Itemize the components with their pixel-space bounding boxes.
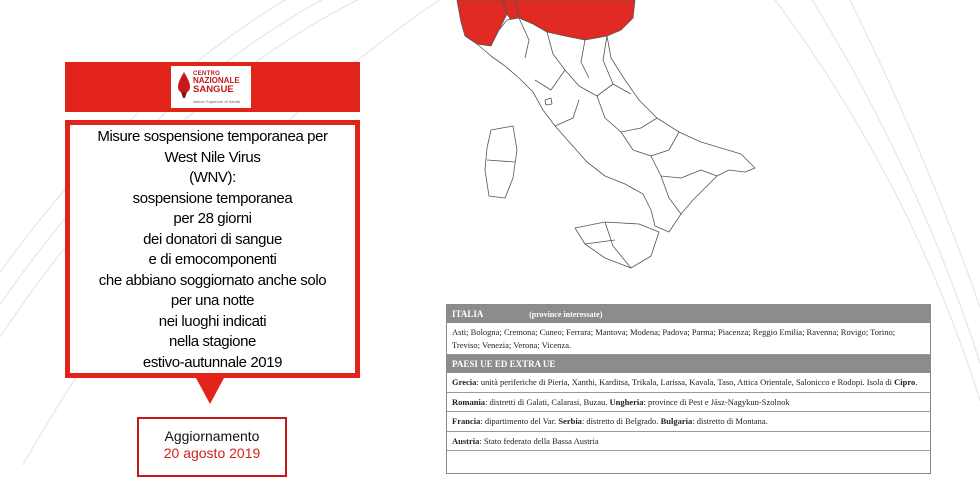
measure-line: nella stagione [169, 333, 256, 350]
measure-box [65, 120, 360, 378]
extra-header-label: PAESI UE ED EXTRA UE [452, 359, 556, 369]
measure-line: che abbiano soggiornato anche solo [98, 271, 327, 289]
update-date: 20 agosto 2019 [163, 445, 261, 461]
country-label: Serbia [558, 416, 582, 426]
logo-line-1: CENTRO [193, 71, 221, 77]
update-box [137, 417, 287, 477]
country-label: Grecia [452, 377, 477, 387]
logo-subline: Istituto Superiore di Sanità [193, 99, 240, 104]
logo-line-3: SANGUE [193, 84, 234, 95]
austria-row [447, 432, 930, 452]
measure-line: nei luoghi indicati [158, 312, 267, 330]
country-label: Cipro [894, 377, 916, 387]
measure-line: dei donatori di sangue [143, 230, 282, 248]
country-text: : province di Pest e Jász-Nagykun-Szolnok [643, 396, 790, 407]
callout-pointer [196, 378, 224, 404]
francia-serbia-bulgaria-row [447, 412, 930, 432]
country-label: Francia [452, 416, 481, 426]
country-text: . [915, 377, 918, 387]
country-text: : distretto di Belgrado. [581, 416, 661, 426]
blood-drop-icon [175, 70, 193, 100]
italia-header-label: ITALIA [452, 309, 483, 319]
country-text: : distretti di Galati, Calarasi, Buzau. [485, 396, 610, 407]
romania-ungheria-row [447, 393, 930, 413]
measure-line: per 28 giorni [173, 210, 252, 227]
italy-peninsula [477, 18, 755, 232]
measure-line: sospensione temporanea [132, 189, 293, 207]
country-text: : distretto di Montana. [692, 416, 768, 426]
country-label: Romania [452, 396, 486, 407]
measure-line: West Nile Virus [164, 148, 261, 166]
country-label: Austria [452, 435, 480, 446]
measure-text [70, 125, 355, 373]
country-text: : dipartimento del Var. [480, 416, 559, 426]
italy-map [455, 0, 835, 280]
logo-banner [65, 62, 360, 112]
update-title: Aggiornamento [164, 428, 260, 444]
country-text: : unità periferiche di Pieria, Xanthi, Karditsa, Trikala, Larissa, Kavala, Taso, Attica Orientale, Salonicco e Rodopi. Isola di [476, 377, 895, 387]
country-label: Ungheria [609, 396, 644, 407]
italia-header-sub: (province interessate) [529, 310, 603, 319]
table-header-extra [447, 355, 930, 373]
logo-line-2: NAZIONALE [193, 76, 240, 85]
measure-line: per una notte [170, 292, 255, 309]
measure-line: e di emocomponenti [148, 251, 277, 268]
table-header-italia [447, 305, 930, 323]
italia-provinces-row: Asti; Bologna; Cremona; Cuneo; Ferrara; Mantova; Modena; Padova; Parma; Piacenza; Reggio Emilia; Ravenna; Rovigo; Torino; Treviso; Venezia; Verona; Vicenza. [447, 323, 930, 355]
measure-line: Misure sospensione temporanea per [97, 128, 328, 145]
measure-line: estivo-autunnale 2019 [142, 353, 283, 371]
measure-line: (WNV): [189, 169, 236, 186]
country-label: Bulgaria [660, 416, 693, 426]
sicily [575, 222, 659, 268]
centro-nazionale-sangue-logo [171, 66, 251, 108]
country-text: : Stato federato della Bassa Austria [479, 435, 599, 446]
grecia-row [447, 373, 930, 393]
affected-areas-table [446, 304, 931, 474]
